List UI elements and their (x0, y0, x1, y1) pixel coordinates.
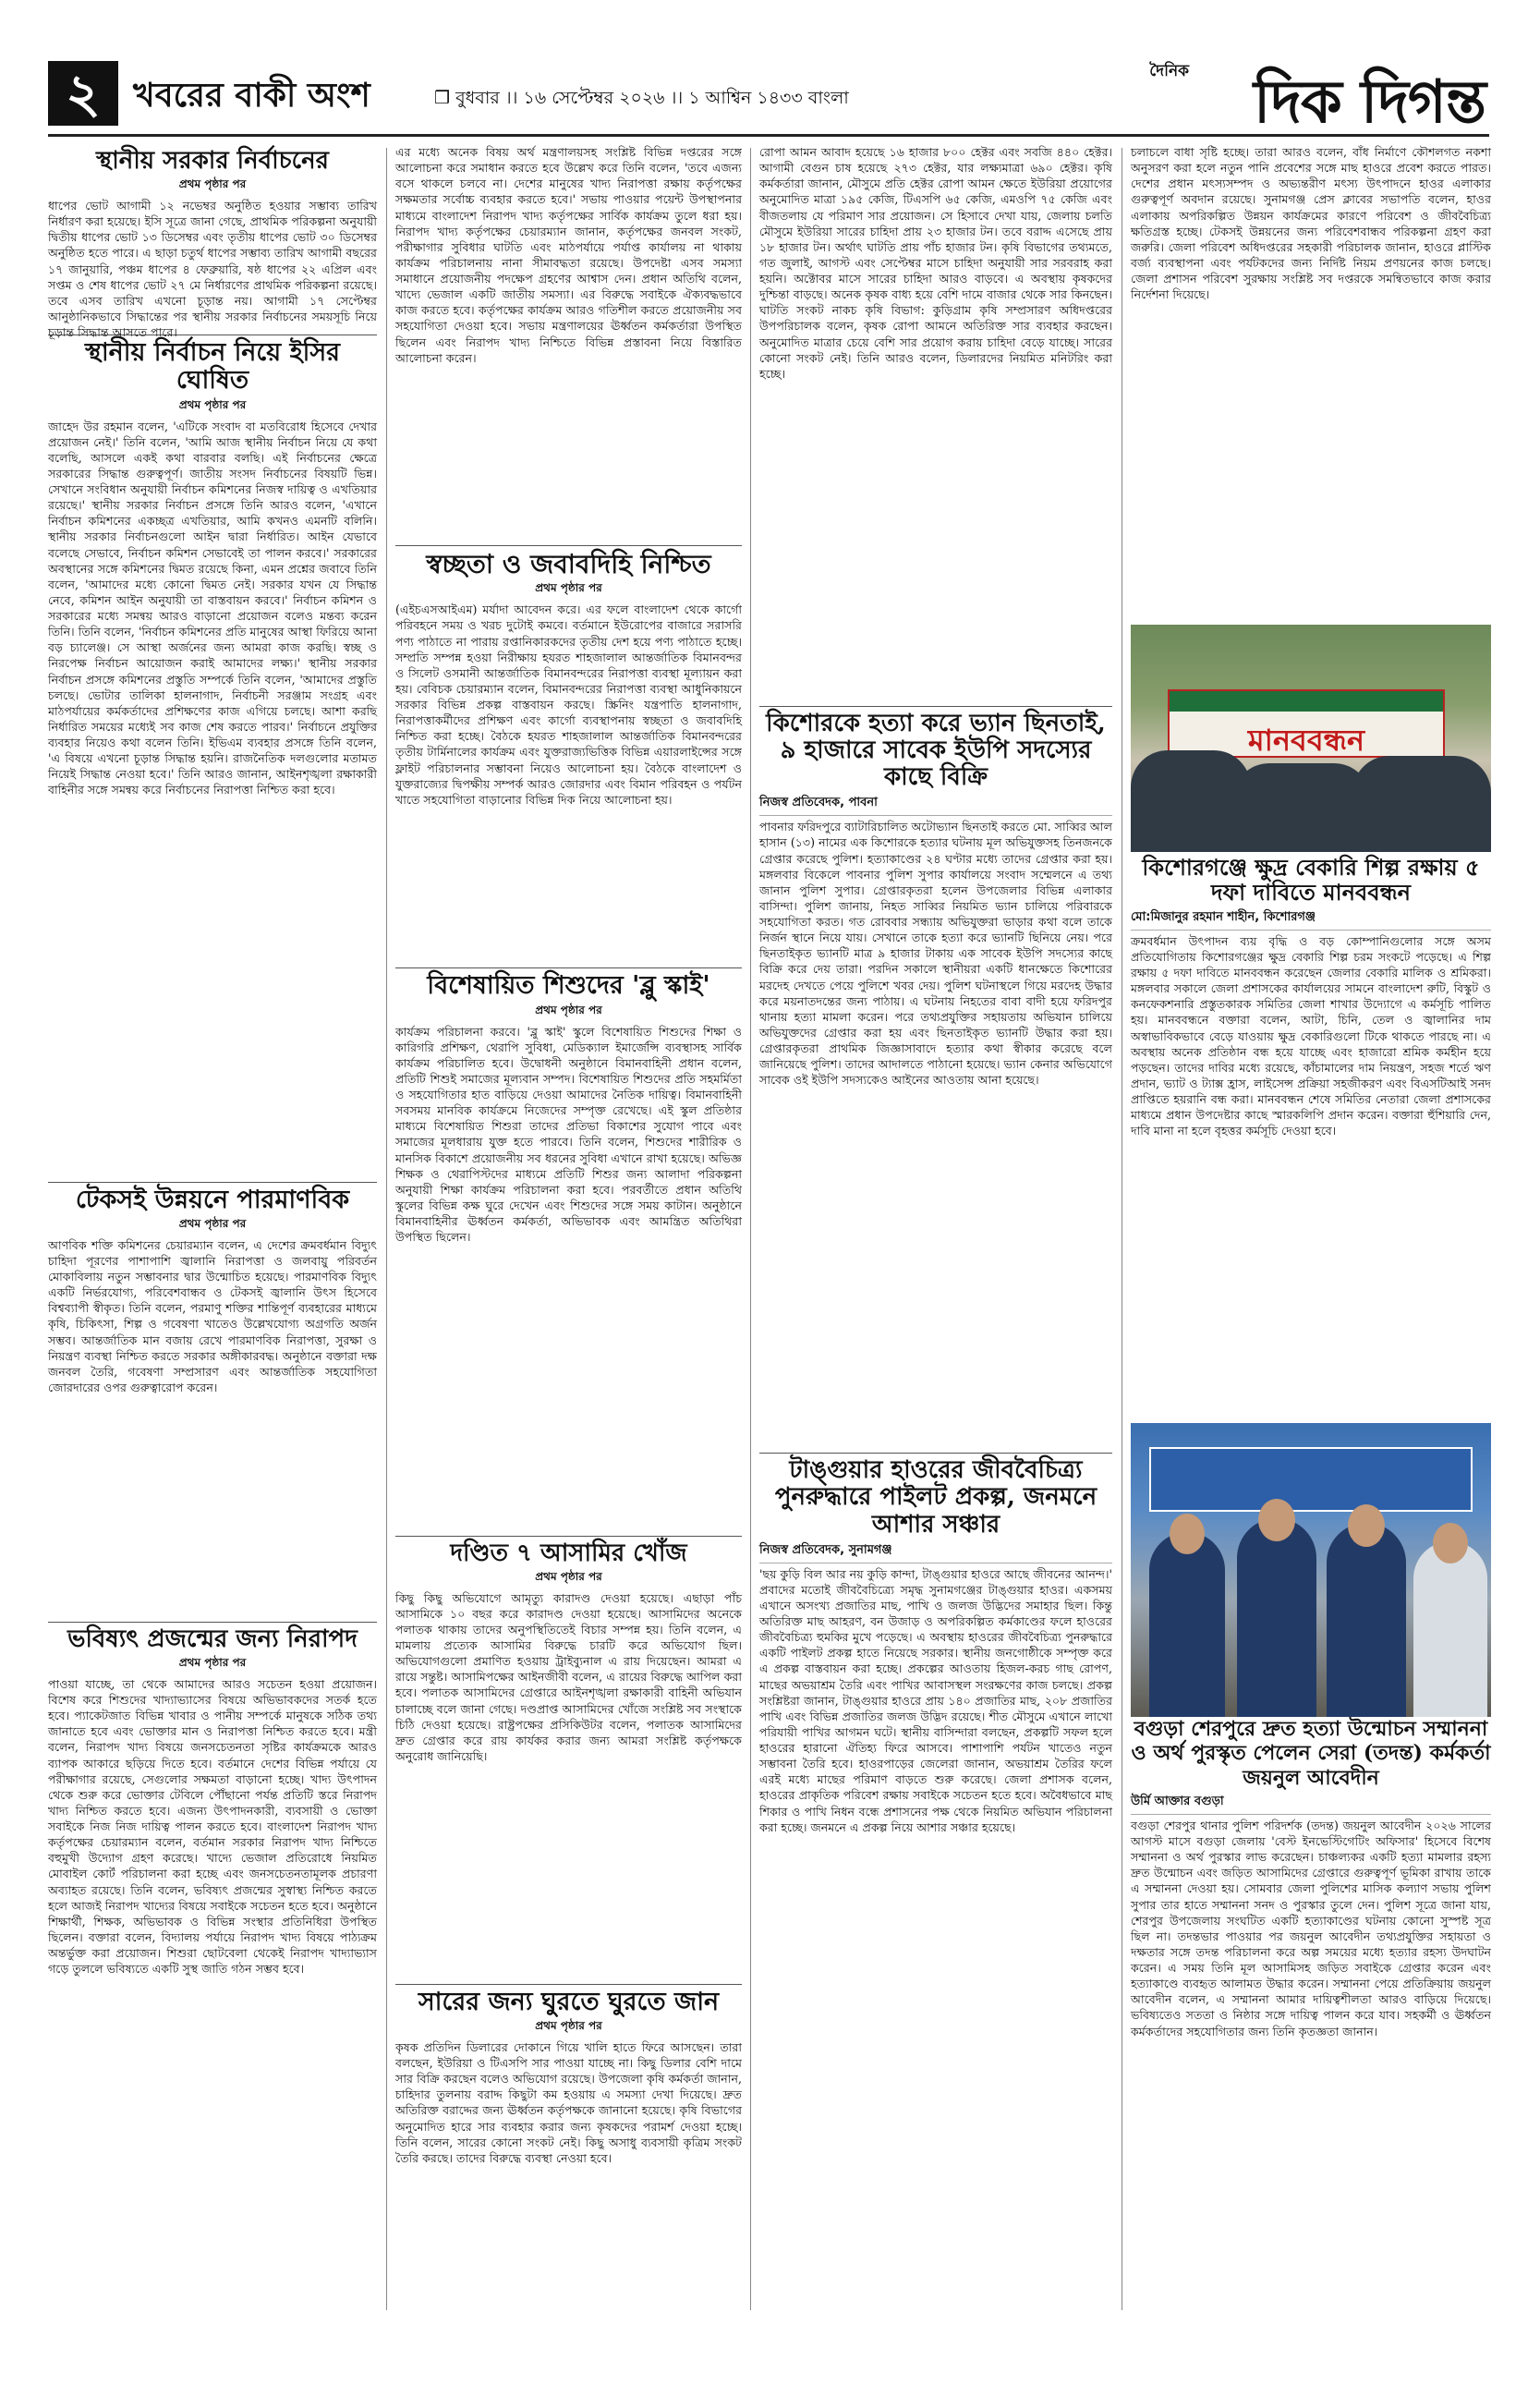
article (395, 1989, 742, 2344)
headline: টাঙ্গুয়ার হাওরের জীববৈচিত্র্য পুনরুদ্ধারে পাইলট প্রকল্প, জনমনে আশার সঞ্চার (774, 1456, 1097, 1539)
date-line: ❒ বুধবার ।। ১৬ সেপ্টেম্বর ২০২৬ ।। ১ আশ্বিন ১৪৩৩ বাংলা (434, 88, 849, 108)
person-head (1348, 1504, 1385, 1547)
paper-name: দিক দিগন্ত (1254, 67, 1485, 137)
column-rule (750, 148, 751, 2310)
person-head (1433, 1523, 1468, 1564)
article-body: এর মধ্যে অনেক বিষয় অর্থ মন্ত্রণালয়সহ সংশ্লিষ্ট বিভিন্ন দপ্তরের সঙ্গে আলোচনা করে সমাধান করতে হবে উল্লেখ করে তিনি বলেন, 'তবে এজন্য বসে থাকলে চলবে না। দেশের মানুষের খাদ্য নিরাপত্তা রক্ষায় কর্তৃপক্ষের সক্ষমতার সর্বোচ্চ ব্যবহার করতে হবে।' সভায় পাওয়ার পয়েন্ট উপস্থাপনার মাধ্যমে বাংলাদেশ নিরাপদ খাদ্য কর্তৃপক্ষের সার্বিক কার্যক্রম তুলে ধরা হয়। নিরাপদ খাদ্য কর্তৃপক্ষের চেয়ারম্যান জানান, কর্তৃপক্ষের জনবল সংকট, পরীক্ষাগার সুবিধার ঘাটতি এবং মাঠপর্যায়ে পর্যাপ্ত কার্যালয় না থাকায় কার্যক্রম পরিচালনায় নানা সীমাবদ্ধতা রয়েছে। উপদেষ্টা এসব সমস্যা সমাধানে প্রয়োজনীয় পদক্ষেপ গ্রহণের আশ্বাস দেন। প্রধান অতিথি বলেন, খাদ্যে ভেজাল একটি জাতীয় সমস্যা। এর বিরুদ্ধে সবাইকে ঐক্যবদ্ধভাবে কাজ করতে হবে। কর্তৃপক্ষের কার্যক্রম আরও গতিশীল করতে প্রয়োজনীয় সব সহযোগিতা দেওয়া হবে। সভায় মন্ত্রণালয়ের ঊর্ধ্বতন কর্মকর্তারা উপস্থিত ছিলেন এবং নিরাপদ খাদ্য নিশ্চিতে বিভিন্ন প্রস্তাবনা নিয়ে বিস্তারিত আলোচনা করেন। (395, 145, 742, 365)
banner-text: মানববন্ধন (1247, 723, 1365, 758)
jump-line: প্রথম পৃষ্ঠার পর (535, 581, 602, 595)
byline: নিজস্ব প্রতিবেদক, পাবনা (759, 794, 1112, 816)
divider (395, 1984, 742, 1985)
column-3 (759, 144, 1112, 2314)
article-body: পাবনার ফরিদপুরে ব্যাটারিচালিত অটোভ্যান ছিনতাই করতে মো. সাব্বির আল হাসান (১৩) নামের এক কিশোরকে হত্যার ঘটনায় মূল অভিযুক্তসহ তিনজনকে গ্রেপ্তার করেছে পুলিশ। হত্যাকাণ্ডের ২৪ ঘণ্টার মধ্যে তাদের গ্রেপ্তার করা হয়। মঙ্গলবার বিকেলে পাবনার পুলিশ সুপার কার্যালয়ে সংবাদ সম্মেলনে এ তথ্য জানান পুলিশ সুপার। গ্রেপ্তারকৃতরা হলেন উপজেলার বিভিন্ন এলাকার বাসিন্দা। পুলিশ জানায়, নিহত সাব্বির নিয়মিত ভ্যান চালিয়ে পরিবারকে সহযোগিতা করত। গত রোববার সন্ধ্যায় অভিযুক্তরা ভাড়ার কথা বলে তাকে নির্জন স্থানে নিয়ে যায়। সেখানে তাকে হত্যা করে ভ্যানটি ছিনিয়ে নেয়। পরে ছিনতাইকৃত ভ্যানটি মাত্র ৯ হাজার টাকায় এক সাবেক ইউপি সদস্যের কাছে বিক্রি করে দেয় তারা। পরদিন সকালে স্থানীয়রা একটি ধানক্ষেতে কিশোরের মরদেহ দেখতে পেয়ে পুলিশে খবর দেয়। পুলিশ ঘটনাস্থলে গিয়ে মরদেহ উদ্ধার করে ময়নাতদন্তের জন্য পাঠায়। এ ঘটনায় নিহতের বাবা বাদী হয়ে ফরিদপুর থানায় হত্যা মামলা করেন। পরে তথ্যপ্রযুক্তির সহায়তায় অভিযান চালিয়ে অভিযুক্তদের গ্রেপ্তার করা হয় এবং ছিনতাইকৃত ভ্যানটি উদ্ধার করা হয়। গ্রেপ্তারকৃতরা প্রাথমিক জিজ্ঞাসাবাদে হত্যার কথা স্বীকার করেছে বলে জানিয়েছে পুলিশ। তাদের আদালতে পাঠানো হয়েছে। ভ্যান কেনার অভিযোগে সাবেক ওই ইউপি সদস্যকেও আইনের আওতায় আনা হয়েছে। (759, 820, 1112, 1088)
jump-line: প্রথম পৃষ্ঠার পর (535, 1003, 602, 1016)
article (759, 144, 1112, 700)
article-body: চলাচলে বাধা সৃষ্টি হচ্ছে। তারা আরও বলেন, বাঁধ নির্মাণে কৌশলগত নকশা অনুসরণ করা হলে নতুন পানি প্রবেশের সঙ্গে মাছ হাওরে প্রবেশ করতে পারত। দেশের প্রধান মৎস্যসম্পদ ও অভ্যন্তরীণ মৎস্য উৎপাদনে হাওর এলাকার গুরুত্বপূর্ণ অবদান রয়েছে। সুনামগঞ্জ প্রেস ক্লাবের সভাপতি বলেন, হাওর এলাকায় অপরিকল্পিত উন্নয়ন কার্যক্রমের কারণে পরিবেশ ও জীববৈচিত্র্য ক্ষতিগ্রস্ত হচ্ছে। টেকসই উন্নয়নের জন্য পরিবেশবান্ধব পরিকল্পনা গ্রহণ করা জরুরি। জেলা পরিবেশ অধিদপ্তরের সহকারী পরিচালক জানান, হাওরে প্লাস্টিক বর্জ্য ব্যবস্থাপনা এবং পর্যটকদের জন্য নির্দিষ্ট নিয়ম প্রণয়নের কাজ চলছে। জেলা প্রশাসন পরিবেশ সুরক্ষায় সংশ্লিষ্ট সব দপ্তরকে সমন্বিতভাবে কাজ করার নির্দেশনা দিয়েছে। (1131, 145, 1491, 302)
award-photo (1131, 1423, 1491, 1717)
column-2 (395, 144, 742, 2314)
divider (759, 706, 1112, 707)
jump-line: প্রথম পৃষ্ঠার পর (535, 1569, 602, 1583)
headline: স্থানীয় নির্বাচন নিয়ে ইসির ঘোষিত (84, 338, 341, 395)
section-title: খবরের বাকী অংশ (133, 76, 370, 115)
article (759, 1457, 1112, 2323)
article (48, 1186, 377, 1616)
person-shape (1237, 1518, 1316, 1717)
jump-line: প্রথম পৃষ্ঠার পর (178, 1655, 247, 1669)
article-body: রোপা আমন আবাদ হয়েছে ১৬ হাজার ৮০০ হেক্টর এবং সবজি ৪৪০ হেক্টর। আগামী বেগুন চাষ হয়েছে ২৭৩ হেক্টর, যার লক্ষ্যমাত্রা ৬৯০ হেক্টর। কৃষি কর্মকর্তারা জানান, মৌসুমে প্রতি হেক্টর রোপা আমন ক্ষেতে ইউরিয়া প্রয়োগের অনুমোদিত মাত্রা ১৯৫ কেজি, টিএসপি ৬৫ কেজি, এমওপি ৭৫ কেজি এবং বীজতলায় যে পরিমাণ সার প্রয়োজন। সে হিসাবে দেখা যায়, জেলায় চলতি মৌসুমে ইউরিয়া সারের চাহিদা প্রায় ২৩ হাজার টন। তবে বরাদ্দ এসেছে প্রায় ১৮ হাজার টন। অর্থাৎ ঘাটতি প্রায় পাঁচ হাজার টন। কৃষি বিভাগের তথ্যমতে, গত জুলাই, আগস্ট এবং সেপ্টেম্বর মাসে চাহিদা অনুযায়ী সার সরবরাহ করা হয়নি। অক্টোবর মাসে সারের চাহিদা আরও বাড়বে। এ অবস্থায় কৃষকদের দুশ্চিন্তা বাড়ছে। অনেক কৃষক বাধ্য হয়ে বেশি দামে বাজার থেকে সার কিনছেন। ঘাটতি সংকট নাকচ কৃষি বিভাগ: কুড়িগ্রাম কৃষি সম্প্রসারণ অধিদপ্তরের উপপরিচালক বলেন, কৃষক রোপা আমনে অতিরিক্ত সার ব্যবহার করছেন। অনুমোদিত মাত্রার চেয়ে বেশি সার প্রয়োগ করায় চাহিদা বেড়ে যাচ্ছে। সারের কোনো সংকট নেই। তিনি আরও বলেন, ডিলারদের নিয়মিত মনিটরিং করা হচ্ছে। (759, 145, 1112, 381)
person-head (1258, 1499, 1295, 1541)
masthead (48, 55, 1489, 137)
headline: টেকসই উন্নয়নে পারমাণবিক (75, 1185, 350, 1214)
article-body: কৃষক প্রতিদিন ডিলারের দোকানে গিয়ে খালি হাতে ফিরে আসছেন। তারা বলছেন, ইউরিয়া ও টিএসপি সার পাওয়া যাচ্ছে না। কিছু ডিলার বেশি দামে সার বিক্রি করছেন বলেও অভিযোগ রয়েছে। উপজেলা কৃষি কর্মকর্তা জানান, চাহিদার তুলনায় বরাদ্দ কিছুটা কম হওয়ায় এ সমস্যা দেখা দিয়েছে। দ্রুত অতিরিক্ত বরাদ্দের জন্য ঊর্ধ্বতন কর্তৃপক্ষকে জানানো হয়েছে। কৃষি বিভাগের অনুমোদিত হারে সার ব্যবহার করার জন্য কৃষকদের পরামর্শ দেওয়া হচ্ছে। তিনি বলেন, সারের কোনো সংকট নেই। কিছু অসাধু ব্যবসায়ী কৃত্রিম সংকট তৈরি করছে। তাদের বিরুদ্ধে ব্যবস্থা নেওয়া হবে। (395, 2039, 742, 2165)
article-body: পাওয়া যাচ্ছে, তা থেকে আমাদের আরও সচেতন হওয়া প্রয়োজন। বিশেষ করে শিশুদের খাদ্যাভ্যাসের বিষয়ে অভিভাবকদের সতর্ক হতে হবে। প্যাকেটজাত বিভিন্ন খাবার ও পানীয় সম্পর্কে মানুষকে সঠিক তথ্য জানাতে হবে এবং ভোক্তার মান ও নিরাপত্তা নিশ্চিত করতে হবে। মন্ত্রী বলেন, নিরাপদ খাদ্য বিষয়ে জনসচেতনতা সৃষ্টির কার্যক্রমকে আরও ব্যাপক আকারে ছড়িয়ে দিতে হবে। বর্তমানে দেশের বিভিন্ন পর্যায়ে যে পরীক্ষাগার রয়েছে, সেগুলোর সক্ষমতা বাড়ানো হচ্ছে। খাদ্য উৎপাদন থেকে শুরু করে ভোক্তার টেবিলে পৌঁছানো পর্যন্ত প্রতিটি স্তরে নিরাপদ খাদ্য নিশ্চিত করতে হবে। এজন্য উৎপাদনকারী, ব্যবসায়ী ও ভোক্তা সবাইকে নিজ নিজ দায়িত্ব পালন করতে হবে। বাংলাদেশ নিরাপদ খাদ্য কর্তৃপক্ষের চেয়ারম্যান বলেন, বর্তমান সরকার নিরাপদ খাদ্য নিশ্চিতে বহুমুখী উদ্যোগ গ্রহণ করেছে। খাদ্যে ভেজাল প্রতিরোধে নিয়মিত মোবাইল কোর্ট পরিচালনা করা হচ্ছে এবং জনসচেতনতামূলক প্রচারণা অব্যাহত রয়েছে। তিনি বলেন, ভবিষ্যৎ প্রজন্মের সুস্বাস্থ্য নিশ্চিত করতে হলে আজই নিরাপদ খাদ্যের বিষয়ে সবাইকে সচেতন হতে হবে। অনুষ্ঠানে শিক্ষার্থী, শিক্ষক, অভিভাবক ও বিভিন্ন সংস্থার প্রতিনিধিরা উপস্থিত ছিলেন। বক্তারা বলেন, বিদ্যালয় পর্যায়ে নিরাপদ খাদ্য বিষয়ে পাঠ্যক্রম অন্তর্ভুক্ত করা প্রয়োজন। শিশুরা ছোটবেলা থেকেই নিরাপদ খাদ্যাভ্যাস গড়ে তুললে ভবিষ্যতে একটি সুস্থ জাতি গঠন সম্ভব হবে। (48, 1676, 377, 1977)
article (759, 711, 1112, 1447)
article (48, 147, 377, 340)
article-body: (এইচএসআইএম) মর্যাদা আবেদন করে। এর ফলে বাংলাদেশ থেকে কার্গো পরিবহনে সময় ও খরচ দুটোই কমবে। বর্তমানে ইউরোপের বাজারে সরাসরি পণ্য পাঠাতে না পারায় রপ্তানিকারকদের তৃতীয় দেশ হয়ে পণ্য পাঠাতে হচ্ছে। সম্প্রতি সম্পন্ন হওয়া নিরীক্ষায় হযরত শাহজালাল আন্তর্জাতিক বিমানবন্দর ও সিলেট ওসমানী আন্তর্জাতিক বিমানবন্দরের নিরাপত্তা ব্যবস্থা মূল্যায়ন করা হয়। বেবিচক চেয়ারম্যান বলেন, বিমানবন্দরের নিরাপত্তা ব্যবস্থা আধুনিকায়নে সরকার বিভিন্ন প্রকল্প বাস্তবায়ন করছে। স্ক্রিনিং যন্ত্রপাতি হালনাগাদ, নিরাপত্তাকর্মীদের প্রশিক্ষণ এবং কার্গো ব্যবস্থাপনায় স্বচ্ছতা ও জবাবদিহি নিশ্চিত করা হচ্ছে। বৈঠকে হযরত শাহজালাল আন্তর্জাতিক বিমানবন্দরের তৃতীয় টার্মিনালের কার্যক্রম এবং যুক্তরাজ্যভিত্তিক বিভিন্ন এয়ারলাইন্সের সঙ্গে ফ্লাইট পরিচালনার সম্ভাবনা নিয়েও আলোচনা হয়। বৈঠকে বাংলাদেশ ও যুক্তরাজ্যের দ্বিপক্ষীয় সম্পর্ক আরও জোরদার এবং বিমান পরিবহন ও পর্যটন খাতে সহযোগিতা বাড়ানোর বিভিন্ন দিক নিয়ে আলোচনা হয়। (395, 602, 742, 807)
column-1 (48, 144, 377, 2314)
person-head (1170, 1514, 1205, 1554)
column-4 (1131, 144, 1491, 2314)
jump-line: প্রথম পৃষ্ঠার পর (535, 2018, 602, 2032)
human-chain-photo (1131, 625, 1491, 852)
article-body: জাহেদ উর রহমান বলেন, 'এটিকে সংবাদ বা মতবিরোধ হিসেবে দেখার প্রয়োজন নেই।' তিনি বলেন, 'আমি আজ স্থানীয় নির্বাচন নিয়ে যে কথা বলেছি, আসলে একই কথা বারবার বলছি। এই নির্বাচনের ক্ষেত্রে সরকারের সিদ্ধান্ত গুরুত্বপূর্ণ। জাতীয় সংসদ নির্বাচনের বিষয়টি ভিন্ন। সেখানে সংবিধান অনুযায়ী নির্বাচন কমিশনের নিজস্ব দায়িত্ব ও এখতিয়ার রয়েছে।' স্থানীয় সরকার নির্বাচন প্রসঙ্গে তিনি আরও বলেন, 'এখানে নির্বাচন কমিশনের একচ্ছত্র এখতিয়ার, আমি কখনও এমনটি বলিনি। স্থানীয় সরকার নির্বাচনগুলো আইন দ্বারা নির্ধারিত। আইন যেভাবে বলেছে সেভাবে, নির্বাচন কমিশন সেভাবেই তা পালন করবে।' সরকারের অবস্থানের সঙ্গে কমিশনের দ্বিমত রয়েছে কিনা, এমন প্রশ্নের জবাবে তিনি বলেন, 'আমাদের মধ্যে কোনো দ্বিমত নেই। সরকার যখন যে সিদ্ধান্ত নেবে, কমিশন আইন অনুযায়ী তা বাস্তবায়ন করবে।' নির্বাচন কমিশন ও সরকারের মধ্যে সমন্বয় আরও বাড়ানো প্রয়োজন বলেও মন্তব্য করেন তিনি। তিনি বলেন, 'নির্বাচন কমিশনের প্রতি মানুষের আস্থা ফিরিয়ে আনা বড় চ্যালেঞ্জ। সে আস্থা অর্জনের জন্য আমরা কাজ করছি। স্বচ্ছ ও নিরপেক্ষ নির্বাচন আয়োজন করাই আমাদের লক্ষ্য।' স্থানীয় সরকার নির্বাচন প্রসঙ্গে কমিশনের প্রস্তুতি সম্পর্কে তিনি বলেন, 'আমাদের প্রস্তুতি চলছে। ভোটার তালিকা হালনাগাদ, নির্বাচনী সরঞ্জাম সংগ্রহ এবং মাঠপর্যায়ের কর্মকর্তাদের প্রশিক্ষণের কাজ এগিয়ে চলছে। আশা করছি নির্ধারিত সময়ের মধ্যেই সব কাজ শেষ করতে পারব।' নির্বাচনে প্রযুক্তির ব্যবহার নিয়েও কথা বলেন তিনি। ইভিএম ব্যবহার প্রসঙ্গে তিনি বলেন, 'এ বিষয়ে এখনো চূড়ান্ত সিদ্ধান্ত হয়নি। রাজনৈতিক দলগুলোর মতামত নিয়েই সিদ্ধান্ত নেওয়া হবে।' তিনি আরও জানান, আইনশৃঙ্খলা রক্ষাকারী বাহিনীর সঙ্গে সমন্বয় করে নির্বাচনের নিরাপত্তা নিশ্চিত করা হবে। (48, 419, 377, 797)
photo-caption: বগুড়া শেরপুরে দ্রুত হত্যা উন্মোচন সম্মাননা ও অর্থ পুরস্কৃত পেলেন সেরা (তদন্ত) কর্মকর্তা জয়নুল আবেদীন (1131, 1716, 1491, 1790)
divider (395, 1536, 742, 1537)
article (1131, 1717, 1491, 2178)
article-body: কিছু কিছু অভিযোগে আমৃত্যু কারাদণ্ড দেওয়া হয়েছে। এছাড়া পাঁচ আসামিকে ১০ বছর করে কারাদণ্ড দেওয়া হয়েছে। আসামিদের অনেকে পলাতক থাকায় তাদের অনুপস্থিতিতেই বিচার সম্পন্ন হয়। তিনি বলেন, এ মামলায় প্রত্যেক আসামির বিরুদ্ধে চারটি করে অভিযোগ ছিল। অভিযোগগুলো প্রমাণিত হওয়ায় ট্রাইব্যুনাল এ রায় দিয়েছেন। আমরা এ রায়ে সন্তুষ্ট। আসামিপক্ষের আইনজীবী বলেন, এ রায়ের বিরুদ্ধে আপিল করা হবে। পলাতক আসামিদের গ্রেপ্তারে আইনশৃঙ্খলা রক্ষাকারী বাহিনী অভিযান চালাচ্ছে বলে জানা গেছে। দণ্ডপ্রাপ্ত আসামিদের খোঁজে সংশ্লিষ্ট সব সংস্থাকে চিঠি দেওয়া হয়েছে। রাষ্ট্রপক্ষের প্রসিকিউটর বলেন, পলাতক আসামিদের দ্রুত গ্রেপ্তার করে রায় কার্যকর করার জন্য আমরা সংশ্লিষ্ট কর্তৃপক্ষকে অনুরোধ জানিয়েছি। (395, 1590, 742, 1763)
banner (1168, 689, 1445, 758)
article (48, 1626, 377, 2397)
jump-line: প্রথম পৃষ্ঠার পর (178, 397, 247, 411)
byline: নিজস্ব প্রতিবেদক, সুনামগঞ্জ (759, 1541, 1112, 1564)
article (395, 550, 742, 962)
headline: স্বচ্ছতা ও জবাবদিহি নিশ্চিত (426, 549, 711, 579)
headline: কিশোরকে হত্যা করে ভ্যান ছিনতাই, ৯ হাজারে সাবেক ইউপি সদস্যের কাছে বিক্রি (766, 710, 1106, 792)
person-shape (1149, 1532, 1225, 1717)
byline: উর্মি আক্তার বগুড়া (1131, 1793, 1491, 1815)
article (48, 339, 377, 1175)
headline: কিশোরগঞ্জে ক্ষুদ্র বেকারি শিল্প রক্ষায় ৫ দফা দাবিতে মানববন্ধন (1142, 854, 1480, 906)
article-body: 'ছয় কুড়ি বিল আর নয় কুড়ি কান্দা, টাঙ্গুয়ার হাওরে আছে জীবনের আনন্দ।' প্রবাদের মতোই জীববৈচিত্র্যে সমৃদ্ধ সুনামগঞ্জের টাঙ্গুয়ার হাওর। একসময় এখানে অসংখ্য প্রজাতির মাছ, পাখি ও জলজ উদ্ভিদের সমাহার ছিল। কিন্তু অতিরিক্ত মাছ আহরণ, বন উজাড় ও অপরিকল্পিত কর্মকাণ্ডের ফলে হাওরের জীববৈচিত্র্য হুমকির মুখে পড়েছে। এ অবস্থায় হাওরের জীববৈচিত্র্য পুনরুদ্ধারে একটি পাইলট প্রকল্প হাতে নিয়েছে সরকার। স্থানীয় জনগোষ্ঠীকে সম্পৃক্ত করে এ প্রকল্প বাস্তবায়ন করা হচ্ছে। প্রকল্পের আওতায় হিজল-করচ গাছ রোপণ, মাছের অভয়াশ্রম তৈরি এবং পাখির আবাসস্থল সংরক্ষণের কাজ চলছে। প্রকল্প সংশ্লিষ্টরা জানান, টাঙ্গুয়ার হাওরে প্রায় ১৪০ প্রজাতির মাছ, ২০৮ প্রজাতির পাখি এবং বিভিন্ন প্রজাতির জলজ উদ্ভিদ রয়েছে। শীত মৌসুমে এখানে লাখো পরিযায়ী পাখির আগমন ঘটে। স্থানীয় বাসিন্দারা বলছেন, প্রকল্পটি সফল হলে হাওরের হারানো ঐতিহ্য ফিরে আসবে। পাশাপাশি পর্যটন খাতেও নতুন সম্ভাবনা তৈরি হবে। হাওরপাড়ের জেলেরা জানান, অভয়াশ্রম তৈরির ফলে এরই মধ্যে মাছের পরিমাণ বাড়তে শুরু করেছে। জেলা প্রশাসক বলেন, হাওরের প্রাকৃতিক পরিবেশ রক্ষায় সবাইকে সচেতন হতে হবে। অবৈধভাবে মাছ শিকার ও পাখি নিধন বন্ধে প্রশাসনের পক্ষ থেকে নিয়মিত অভিযান পরিচালনা করা হচ্ছে। জনমনে এ প্রকল্প নিয়ে আশার সঞ্চার হয়েছে। (759, 1566, 1112, 1834)
person-shape (1413, 1541, 1487, 1717)
article-body: ক্রমবর্ধমান উৎপাদন ব্যয় বৃদ্ধি ও বড় কোম্পানিগুলোর সঙ্গে অসম প্রতিযোগিতায় কিশোরগঞ্জের ক্ষুদ্র বেকারি শিল্প চরম সংকটে পড়েছে। এ শিল্প রক্ষায় ৫ দফা দাবিতে মানববন্ধন করেছেন জেলার বেকারি মালিক ও শ্রমিকরা। মঙ্গলবার সকালে জেলা প্রশাসকের কার্যালয়ের সামনে বাংলাদেশ রুটি, বিস্কুট ও কনফেকশনারি প্রস্তুতকারক সমিতির জেলা শাখার উদ্যোগে এ কর্মসূচি পালিত হয়। মানববন্ধনে বক্তারা বলেন, আটা, চিনি, তেল ও জ্বালানির দাম অস্বাভাবিকভাবে বেড়ে যাওয়ায় ক্ষুদ্র বেকারিগুলো টিকে থাকতে পারছে না। এ অবস্থায় অনেক প্রতিষ্ঠান বন্ধ হয়ে যাচ্ছে এবং হাজারো শ্রমিক কর্মহীন হয়ে পড়ছেন। তাদের দাবির মধ্যে রয়েছে, কাঁচামালের দাম নিয়ন্ত্রণ, সহজ শর্তে ঋণ প্রদান, ভ্যাট ও ট্যাক্স হ্রাস, লাইসেন্স প্রক্রিয়া সহজীকরণ এবং বিএসটিআই সনদ প্রাপ্তিতে হয়রানি বন্ধ করা। মানববন্ধন শেষে সমিতির নেতারা জেলা প্রশাসকের মাধ্যমে প্রধান উপদেষ্টার কাছে স্মারকলিপি প্রদান করেন। বক্তারা হুঁশিয়ারি দেন, দাবি মানা না হলে বৃহত্তর কর্মসূচি দেওয়া হবে। (1131, 933, 1492, 1138)
crowd-shape (1352, 756, 1491, 852)
article (1131, 144, 1491, 625)
divider (395, 545, 742, 546)
divider (48, 1622, 377, 1623)
byline: মো:মিজানুর রহমান শাহীন, কিশোরগঞ্জ (1131, 908, 1491, 931)
column-rule (386, 148, 387, 2310)
headline: স্থানীয় সরকার নির্বাচনের (96, 147, 329, 175)
article (395, 144, 742, 540)
divider (48, 1182, 377, 1183)
jump-line: প্রথম পৃষ্ঠার পর (178, 177, 247, 191)
divider (395, 967, 742, 968)
jump-line: প্রথম পৃষ্ঠার পর (178, 1216, 247, 1230)
article (395, 1540, 742, 1978)
headline: দণ্ডিত ৭ আসামির খোঁজ (450, 1539, 687, 1567)
page-number: ২ (48, 61, 118, 126)
article-body: আণবিক শক্তি কমিশনের চেয়ারম্যান বলেন, এ দেশের ক্রমবর্ধমান বিদ্যুৎ চাহিদা পূরণের পাশাপাশি জ্বালানি নিরাপত্তা ও জলবায়ু পরিবর্তন মোকাবিলায় নতুন সম্ভাবনার দ্বার উন্মোচিত হয়েছে। পারমাণবিক বিদ্যুৎ একটি নির্ভরযোগ্য, পরিবেশবান্ধব ও টেকসই জ্বালানি উৎস হিসেবে বিশ্বব্যাপী স্বীকৃত। তিনি বলেন, পরমাণু শক্তির শান্তিপূর্ণ ব্যবহারের মাধ্যমে কৃষি, চিকিৎসা, শিল্প ও গবেষণা খাতেও উল্লেখযোগ্য অগ্রগতি অর্জন সম্ভব। আন্তর্জাতিক মান বজায় রেখে পারমাণবিক নিরাপত্তা, সুরক্ষা ও নিয়ন্ত্রণ ব্যবস্থা নিশ্চিত করতে সরকার অঙ্গীকারবদ্ধ। অনুষ্ঠানে বক্তারা দক্ষ জনবল তৈরি, গবেষণা সম্প্রসারণ এবং আন্তর্জাতিক সহযোগিতা জোরদারের ওপর গুরুত্বারোপ করেন। (48, 1237, 377, 1394)
article (1131, 856, 1491, 1423)
person-shape (1327, 1523, 1406, 1717)
headline: বিশেষায়িত শিশুদের 'ব্লু স্কাই' (427, 971, 710, 1001)
divider (759, 1453, 1112, 1454)
crowd-shape (1232, 763, 1371, 852)
article (395, 972, 742, 1529)
paper-name-small: দৈনিক (1149, 62, 1189, 80)
banner-stripe (1170, 691, 1443, 712)
article-body: বগুড়া শেরপুর থানার পুলিশ পরিদর্শক (তদন্ত) জয়নুল আবেদীন ২০২৬ সালের আগস্ট মাসে বগুড়া জেলায় 'বেস্ট ইনভেস্টিগেটিং অফিসার' হিসেবে বিশেষ সম্মাননা ও অর্থ পুরস্কার লাভ করেছেন। চাঞ্চল্যকর একটি হত্যা মামলার রহস্য দ্রুত উন্মোচন এবং জড়িত আসামিদের গ্রেপ্তারে গুরুত্বপূর্ণ ভূমিকা রাখায় তাকে এ সম্মাননা দেওয়া হয়। সোমবার জেলা পুলিশের মাসিক কল্যাণ সভায় পুলিশ সুপার তার হাতে সম্মাননা সনদ ও পুরস্কার তুলে দেন। পুলিশ সূত্রে জানা যায়, শেরপুর উপজেলায় সংঘটিত একটি হত্যাকাণ্ডের ঘটনায় কোনো সুস্পষ্ট সূত্র ছিল না। তদন্তভার পাওয়ার পর জয়নুল আবেদীন তথ্যপ্রযুক্তির সহায়তা ও দক্ষতার সঙ্গে তদন্ত পরিচালনা করে অল্প সময়ের মধ্যে হত্যার রহস্য উদঘাটন করেন। এ সময় তিনি মূল আসামিসহ জড়িত সবাইকে গ্রেপ্তার করেন এবং হত্যাকাণ্ডে ব্যবহৃত আলামত উদ্ধার করেন। সম্মাননা পেয়ে প্রতিক্রিয়ায় জয়নুল আবেদীন বলেন, এ সম্মাননা আমার দায়িত্বশীলতা আরও বাড়িয়ে দিয়েছে। ভবিষ্যতেও সততা ও নিষ্ঠার সঙ্গে দায়িত্ব পালন করে যাব। সহকর্মী ও ঊর্ধ্বতন কর্মকর্তাদের সহযোগিতার জন্য তিনি কৃতজ্ঞতা জানান। (1131, 1818, 1491, 2038)
headline: ভবিষ্যৎ প্রজন্মের জন্য নিরাপদ (67, 1624, 358, 1653)
headline: সারের জন্য ঘুরতে ঘুরতে জান (418, 1987, 720, 2016)
article-body: কার্যক্রম পরিচালনা করবে। 'ব্লু স্কাই' স্কুলে বিশেষায়িত শিশুদের শিক্ষা ও কারিগরি প্রশিক্ষণ, থেরাপি সুবিধা, মেডিক্যাল ইমার্জেন্সি ব্যবস্থাসহ সার্বিক কার্যক্রম পরিচালিত হবে। উদ্বোধনী অনুষ্ঠানে বিমানবাহিনী প্রধান বলেন, প্রতিটি শিশুই সমাজের মূল্যবান সম্পদ। বিশেষায়িত শিশুদের প্রতি সহমর্মিতা ও সহযোগিতার হাত বাড়িয়ে দেওয়া আমাদের নৈতিক দায়িত্ব। বিমানবাহিনী সবসময় মানবিক কার্যক্রমে নিজেদের সম্পৃক্ত রেখেছে। এই স্কুল প্রতিষ্ঠার মাধ্যমে বিশেষায়িত শিশুরা তাদের প্রতিভা বিকাশের সুযোগ পাবে এবং সমাজের মূলধারায় যুক্ত হতে পারবে। তিনি বলেন, শিশুদের শারীরিক ও মানসিক বিকাশে প্রয়োজনীয় সব ধরনের সুবিধা এখানে রাখা হয়েছে। অভিজ্ঞ শিক্ষক ও থেরাপিস্টদের মাধ্যমে প্রতিটি শিশুর জন্য আলাদা পরিকল্পনা অনুযায়ী শিক্ষা কার্যক্রম পরিচালনা করা হবে। পরবর্তীতে প্রধান অতিথি স্কুলের বিভিন্ন কক্ষ ঘুরে দেখেন এবং শিশুদের সঙ্গে সময় কাটান। অনুষ্ঠানে বিমানবাহিনীর ঊর্ধ্বতন কর্মকর্তা, অভিভাবক এবং আমন্ত্রিত অতিথিরা উপস্থিত ছিলেন। (395, 1024, 742, 1245)
article-body: ধাপের ভোট আগামী ১২ নভেম্বর অনুষ্ঠিত হওয়ার সম্ভাব্য তারিখ নির্ধারণ করা হয়েছে। ইসি সূত্রে জানা গেছে, প্রাথমিক পরিকল্পনা অনুযায়ী দ্বিতীয় ধাপের ভোট ১৩ ডিসেম্বর এবং তৃতীয় ধাপের ভোট ৩০ ডিসেম্বর অনুষ্ঠিত হতে পারে। এ ছাড়া চতুর্থ ধাপের সম্ভাব্য তারিখ আগামী বছরের ১৭ জানুয়ারি, পঞ্চম ধাপের ৪ ফেব্রুয়ারি, ষষ্ঠ ধাপের ২২ এপ্রিল এবং সপ্তম ও শেষ ধাপের ভোট ২৭ মে নির্ধারণের প্রাথমিক পরিকল্পনা রয়েছে। তবে এসব তারিখ এখনো চূড়ান্ত নয়। আগামী ১৭ সেপ্টেম্বর আনুষ্ঠানিকভাবে সিদ্ধান্তের পর স্থানীয় সরকার নির্বাচনের সময়সূচি নিয়ে চূড়ান্ত সিদ্ধান্ত আসতে পারে। (48, 199, 377, 340)
backdrop-banner (1149, 1447, 1473, 1512)
